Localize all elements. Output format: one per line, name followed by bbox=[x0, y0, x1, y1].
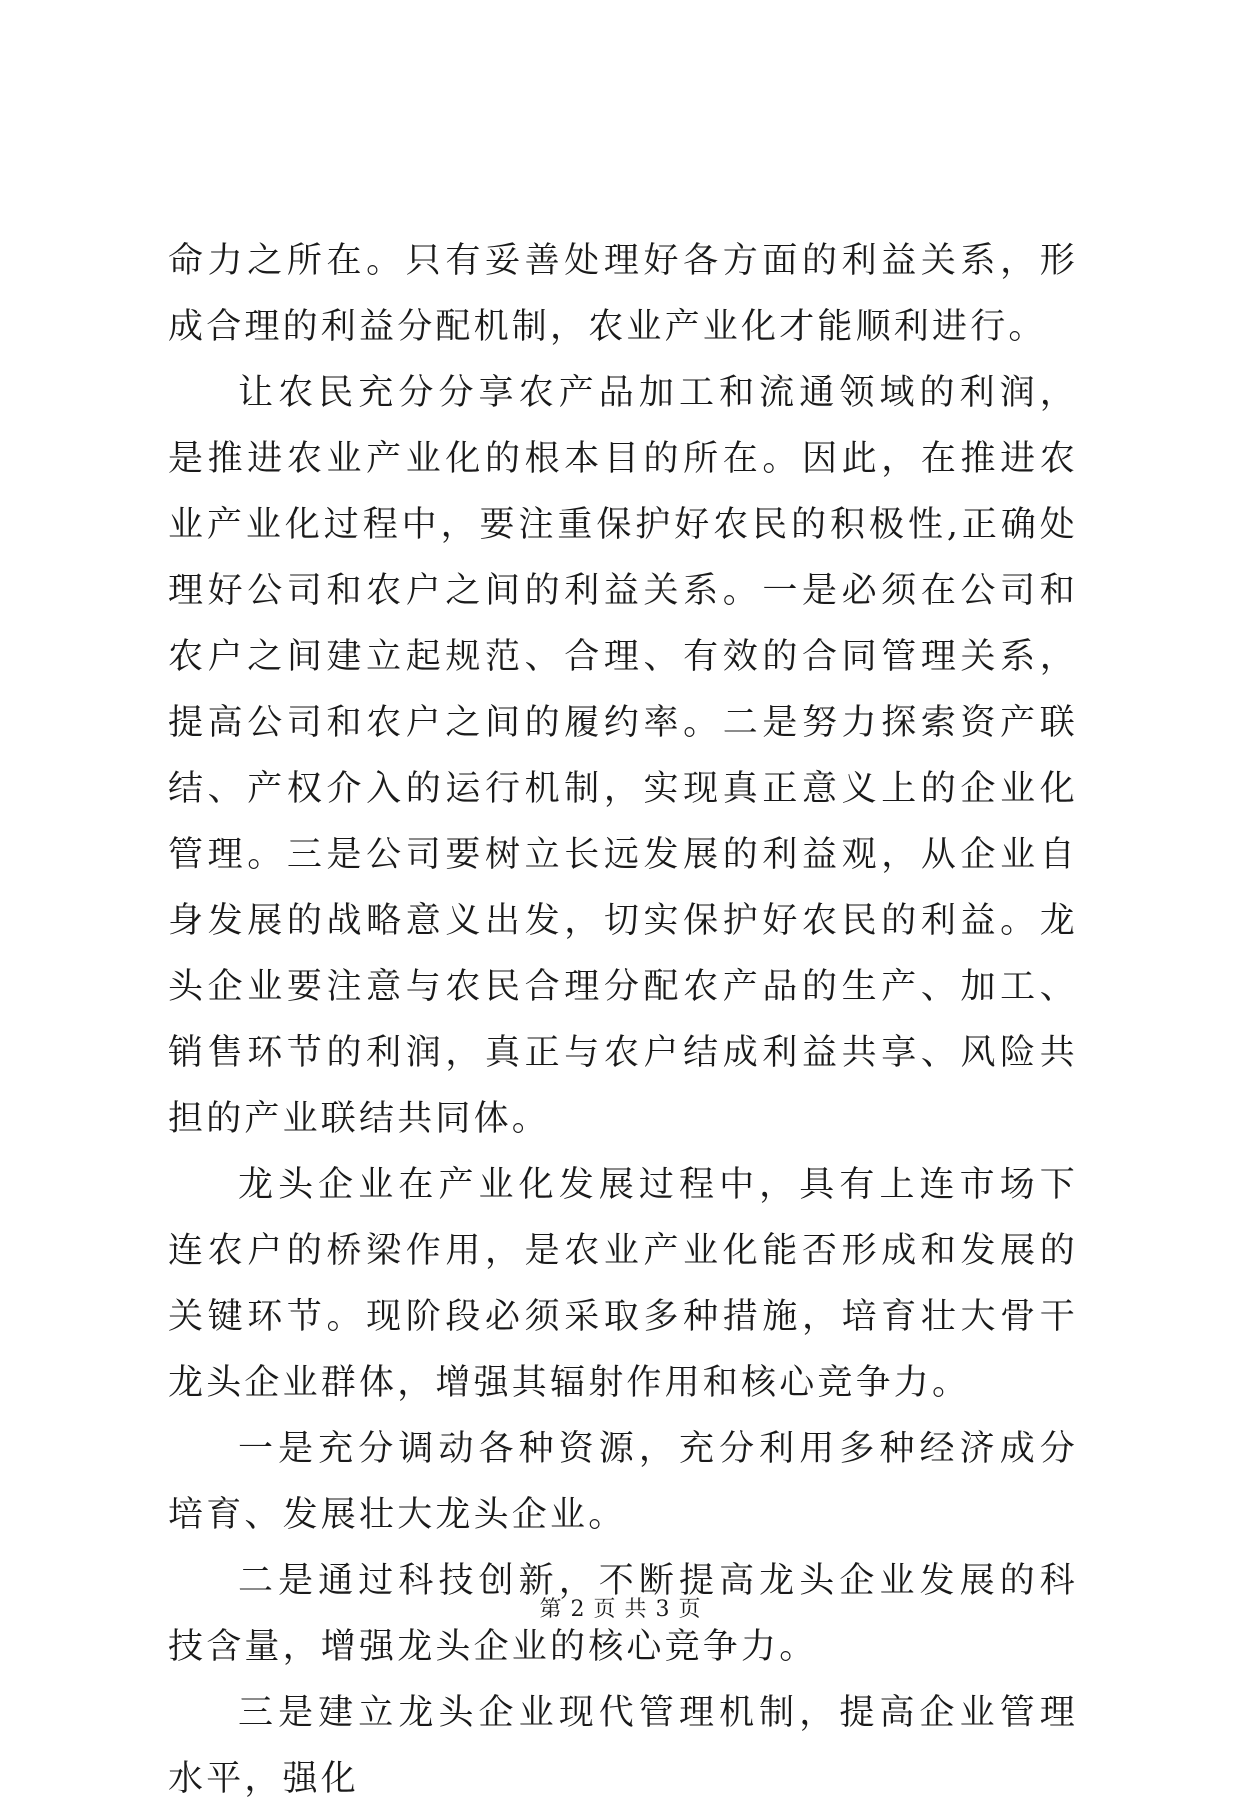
page-footer: 第 2 页 共 3 页 bbox=[539, 1597, 702, 1622]
document-body bbox=[168, 228, 1078, 1812]
paragraph: 龙头企业在产业化发展过程中，具有上连市场下连农户的桥梁作用，是农业产业化能否形成和发展的关键环节。现阶段必须采取多种措施，培育壮大骨干龙头企业群体，增强其辐射作用和核心竞争力。 bbox=[168, 1165, 1078, 1403]
paragraph: 让农民充分分享农产品加工和流通领域的利润，是推进农业产业化的根本目的所在。因此，在推进农业产业化过程中，要注重保护好农民的积极性,正确处理好公司和农户之间的利益关系。一是必须在公司和农户之间建立起规范、合理、有效的合同管理关系，提高公司和农户之间的履约率。二是努力探索资产联结、产权介入的运行机制，实现真正意义上的企业化管理。三是公司要树立长远发展的利益观，从企业自身发展的战略意义出发，切实保护好农民的利益。龙头企业要注意与农民合理分配农产品的生产、加工、销售环节的利润，真正与农户结成利益共享、风险共担的产业联结共同体。 bbox=[168, 373, 1078, 1139]
paragraph: 命力之所在。只有妥善处理好各方面的利益关系，形成合理的利益分配机制，农业产业化才能顺利进行。 bbox=[168, 241, 1078, 347]
paragraph: 一是充分调动各种资源，充分利用多种经济成分培育、发展壮大龙头企业。 bbox=[168, 1429, 1078, 1535]
paragraph: 二是通过科技创新，不断提高龙头企业发展的科技含量，增强龙头企业的核心竞争力。 bbox=[168, 1561, 1078, 1667]
paragraph: 三是建立龙头企业现代管理机制，提高企业管理水平，强化 bbox=[168, 1693, 1078, 1799]
